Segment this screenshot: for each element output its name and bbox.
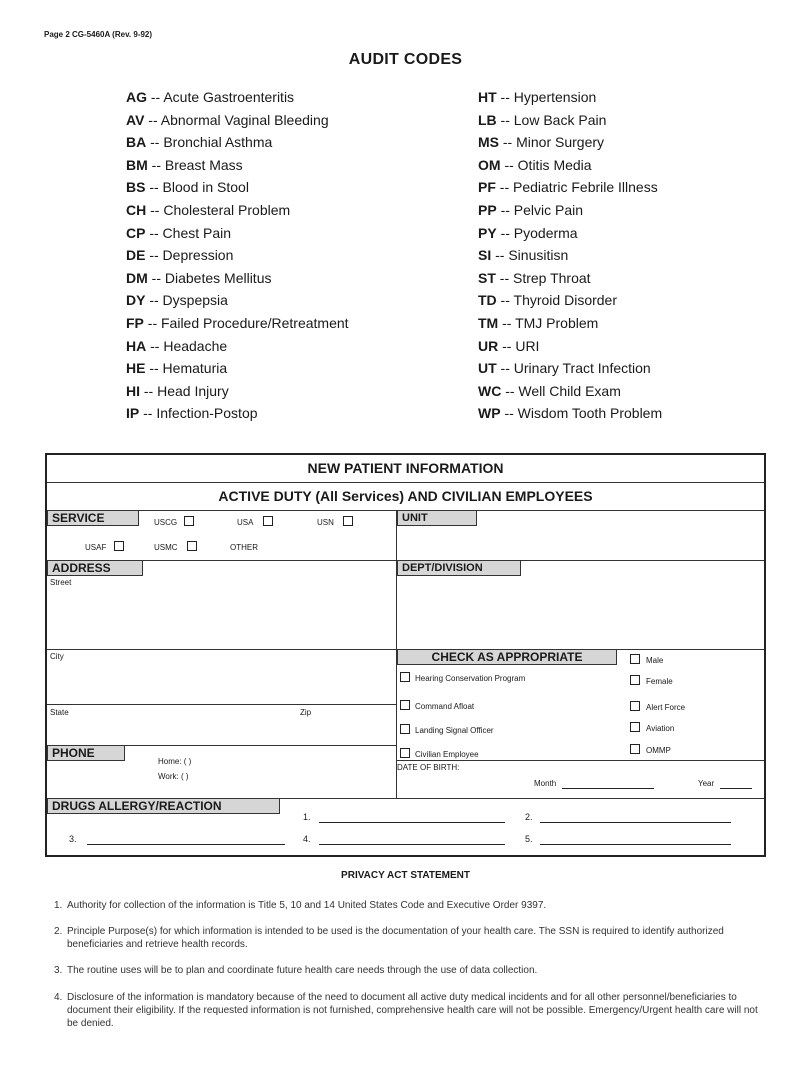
divider <box>47 704 396 705</box>
hearing-conservation-checkbox[interactable] <box>400 672 410 682</box>
audit-code-row: WP -- Wisdom Tooth Problem <box>478 405 663 422</box>
audit-code-row: PF -- Pediatric Febrile Illness <box>478 179 658 196</box>
audit-code-row: MS -- Minor Surgery <box>478 134 605 151</box>
landing-signal-officer-label: Landing Signal Officer <box>415 726 494 735</box>
divider <box>47 649 396 650</box>
service-option-other-label: OTHER <box>230 543 258 552</box>
audit-code-row: HA -- Headache <box>126 337 228 354</box>
city-input[interactable] <box>49 663 393 701</box>
audit-codes-title: AUDIT CODES <box>348 51 463 68</box>
street-label: Street <box>50 578 72 587</box>
service-option-usaf-label: USAF <box>85 543 107 552</box>
month-input[interactable] <box>562 788 654 789</box>
address-label: ADDRESS <box>47 561 143 576</box>
audit-code-row: WC -- Well Child Exam <box>478 382 621 399</box>
audit-code-row: BA -- Bronchial Asthma <box>126 134 273 151</box>
form-number: Page 2 CG-5460A (Rev. 9-92) <box>44 30 153 39</box>
new-patient-form <box>45 453 766 857</box>
year-input[interactable] <box>720 788 752 789</box>
zip-label: Zip <box>300 708 312 717</box>
command-afloat-label: Command Afloat <box>415 702 475 711</box>
service-label: SERVICE <box>47 511 139 526</box>
allergy-number-1: 1. <box>303 812 311 822</box>
city-label: City <box>50 652 64 661</box>
form-subtitle: ACTIVE DUTY (All Services) AND CIVILIAN EMPLOYEES <box>218 488 593 504</box>
audit-code-row: HI -- Head Injury <box>126 382 229 399</box>
privacy-item-2: 2. Principle Purpose(s) for which information is intended to be used is the documentation of your health care. The SSN is required to identify authorized beneficiaries and retrieve health records. <box>54 926 724 950</box>
usa-checkbox[interactable] <box>263 516 273 526</box>
audit-code-row: AG -- Acute Gastroenteritis <box>126 89 295 105</box>
audit-code-row: PP -- Pelvic Pain <box>478 201 584 218</box>
command-afloat-checkbox[interactable] <box>400 700 410 710</box>
audit-code-row: DE -- Depression <box>126 247 234 264</box>
allergy-number-5: 5. <box>525 834 533 844</box>
ommp-label: OMMP <box>646 746 671 755</box>
audit-code-row: DM -- Diabetes Mellitus <box>126 269 272 286</box>
divider <box>396 760 764 761</box>
usn-checkbox[interactable] <box>343 516 353 526</box>
dept-division-label: DEPT/DIVISION <box>397 561 521 576</box>
audit-code-row: CP -- Chest Pain <box>126 224 232 241</box>
audit-code-row: ST -- Strep Throat <box>478 269 591 286</box>
audit-code-row: OM -- Otitis Media <box>478 156 592 173</box>
ommp-checkbox[interactable] <box>630 744 640 754</box>
audit-code-row: PY -- Pyoderma <box>478 224 578 241</box>
allergy-input-2[interactable] <box>540 822 731 823</box>
audit-code-row: UT -- Urinary Tract Infection <box>478 360 651 377</box>
privacy-item-4: 4. Disclosure of the information is mandatory because of the need to document all active duty medical incidents and for all other personnel/beneficiaries to document their eligibility. If the requested information is not furnished, comprehensive health care will not be possible. Emergency/Urgent health care will not be denied. <box>54 992 758 1029</box>
civilian-employee-checkbox[interactable] <box>400 748 410 758</box>
aviation-label: Aviation <box>646 724 675 733</box>
audit-code-row: HE -- Hematuria <box>126 360 228 377</box>
dept-division-input[interactable] <box>399 577 761 643</box>
year-label: Year <box>698 779 715 788</box>
service-option-usa-label: USA <box>237 518 254 527</box>
unit-label: UNIT <box>397 511 477 526</box>
zip-input[interactable] <box>317 719 393 741</box>
form-title: NEW PATIENT INFORMATION <box>307 460 504 476</box>
allergy-number-2: 2. <box>525 812 533 822</box>
audit-code-row: TD -- Thyroid Disorder <box>478 292 617 309</box>
usaf-checkbox[interactable] <box>114 541 124 551</box>
state-label: State <box>50 708 69 717</box>
service-option-usn-label: USN <box>317 518 334 527</box>
hearing-conservation-label: Hearing Conservation Program <box>415 674 526 683</box>
state-input[interactable] <box>49 719 289 741</box>
drugs-allergy-reaction-label: DRUGS ALLERGY/REACTION <box>47 799 280 814</box>
phone-label: PHONE <box>47 746 125 761</box>
audit-code-row: CH -- Cholesteral Problem <box>126 201 291 218</box>
audit-code-row: BS -- Blood in Stool <box>126 179 249 196</box>
service-option-uscg-label: USCG <box>154 518 178 527</box>
male-label: Male <box>646 656 664 665</box>
audit-codes-right-column <box>478 86 662 425</box>
privacy-act-title: PRIVACY ACT STATEMENT <box>341 870 470 881</box>
alert-force-label: Alert Force <box>646 703 686 712</box>
allergy-number-4: 4. <box>303 834 311 844</box>
allergy-input-4[interactable] <box>319 844 505 845</box>
unit-input[interactable] <box>399 527 761 557</box>
date-of-birth-label: DATE OF BIRTH: <box>397 763 460 772</box>
female-checkbox[interactable] <box>630 675 640 685</box>
allergy-input-3[interactable] <box>87 844 285 845</box>
male-checkbox[interactable] <box>630 654 640 664</box>
female-label: Female <box>646 677 673 686</box>
divider <box>47 482 764 483</box>
work-phone-label: Work: ( ) <box>158 772 189 781</box>
privacy-item-1: 1. Authority for collection of the information is Title 5, 10 and 14 United States Code and Executive Order 9397. <box>54 900 547 911</box>
uscg-checkbox[interactable] <box>184 516 194 526</box>
audit-code-row: AV -- Abnormal Vaginal Bleeding <box>126 111 329 128</box>
audit-code-row: TM -- TMJ Problem <box>478 314 599 331</box>
audit-code-row: IP -- Infection-Postop <box>126 405 258 422</box>
alert-force-checkbox[interactable] <box>630 701 640 711</box>
audit-code-row: SI -- Sinusitisn <box>478 247 569 264</box>
allergy-number-3: 3. <box>69 834 77 844</box>
home-phone-label: Home: ( ) <box>158 757 192 766</box>
audit-code-row: HT -- Hypertension <box>478 89 597 105</box>
audit-code-row: FP -- Failed Procedure/Retreatment <box>126 314 349 331</box>
audit-code-row: UR -- URI <box>478 337 540 354</box>
street-input[interactable] <box>49 589 393 645</box>
usmc-checkbox[interactable] <box>187 541 197 551</box>
service-option-usmc-label: USMC <box>154 543 178 552</box>
audit-code-row: BM -- Breast Mass <box>126 156 243 173</box>
check-as-appropriate-label: CHECK AS APPROPRIATE <box>397 650 617 665</box>
audit-codes-left-column <box>126 86 349 425</box>
privacy-item-3: 3. The routine uses will be to plan and coordinate future health care needs through the use of data collection. <box>54 965 538 976</box>
audit-code-row: LB -- Low Back Pain <box>478 111 607 128</box>
allergy-input-5[interactable] <box>540 844 731 845</box>
aviation-checkbox[interactable] <box>630 722 640 732</box>
audit-code-row: DY -- Dyspepsia <box>126 292 228 309</box>
landing-signal-officer-checkbox[interactable] <box>400 724 410 734</box>
civilian-employee-label: Civilian Employee <box>415 750 479 759</box>
allergy-input-1[interactable] <box>319 822 505 823</box>
month-label: Month <box>534 779 557 788</box>
